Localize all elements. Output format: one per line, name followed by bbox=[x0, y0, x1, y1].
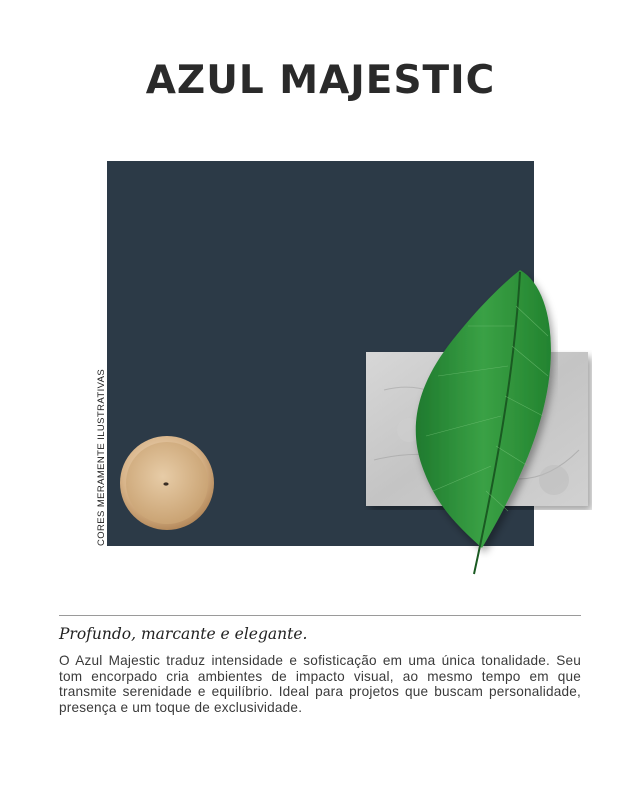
divider bbox=[59, 615, 581, 616]
subtitle: Profundo, marcante e elegante. bbox=[59, 625, 308, 643]
disclaimer-note: CORES MERAMENTE ILUSTRATIVAS bbox=[96, 368, 107, 546]
leaf-icon bbox=[408, 266, 558, 578]
page-title: AZUL MAJESTIC bbox=[145, 58, 496, 103]
candle-icon bbox=[118, 434, 218, 534]
description-text: O Azul Majestic traduz intensidade e sofisticação em uma única tonalidade. Seu tom encorpado cria ambientes de impacto visual, ao mesmo tempo em que transmite serenidade e equilíbrio. Ideal para projetos que buscam personalidade, presença e um toque de exclusividade. bbox=[59, 653, 581, 715]
